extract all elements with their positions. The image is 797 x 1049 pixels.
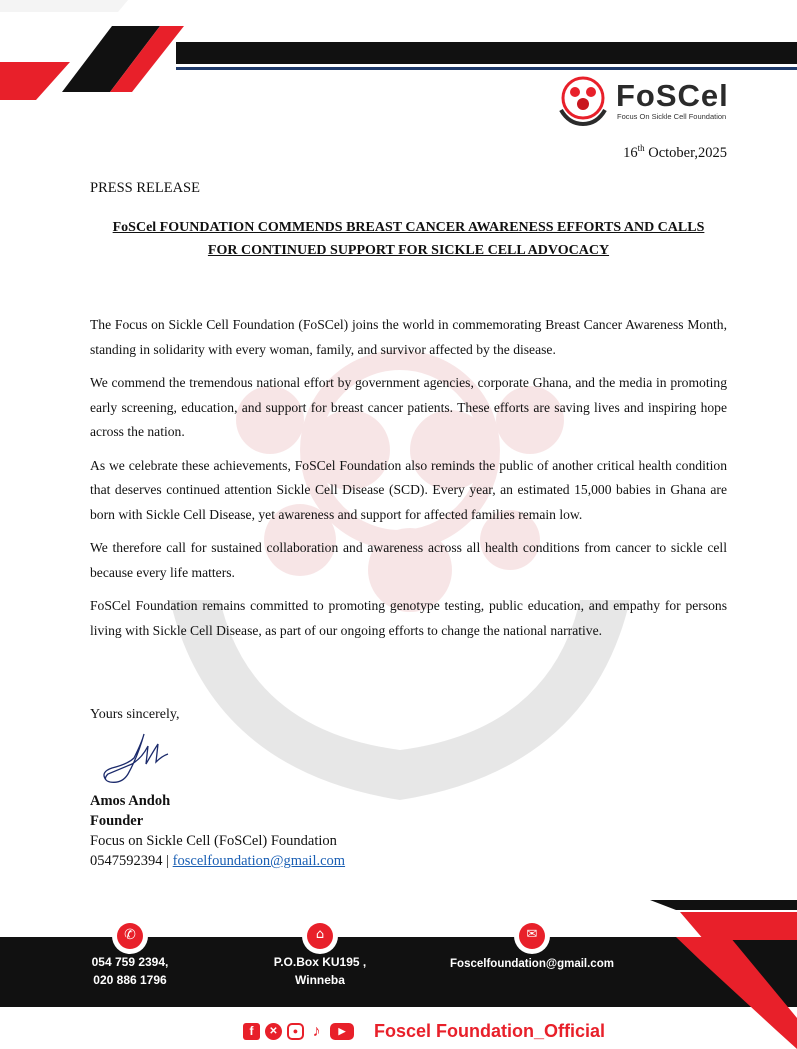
x-icon[interactable]: ✕ [265, 1023, 282, 1040]
headline [90, 216, 727, 262]
brand-name: FoSCel [616, 78, 729, 113]
signature-block [90, 791, 345, 871]
social-handle[interactable]: Foscel Foundation_Official [374, 1021, 606, 1041]
email-icon: ✉ [526, 927, 538, 942]
footer-address: P.O.Box KU195 , Winneba [273, 955, 367, 987]
press-release-label: PRESS RELEASE [90, 180, 200, 196]
facebook-icon[interactable]: f [243, 1023, 260, 1040]
headline-line-1: FoSCel FOUNDATION COMMENDS BREAST CANCER AWARENESS EFFORTS AND CALLS [112, 220, 705, 235]
tiktok-icon[interactable]: ♪ [312, 1023, 321, 1040]
signer-title: Founder [90, 813, 144, 829]
contact-line: 0547592394 | foscelfoundation@gmail.com [90, 853, 346, 869]
paragraph: FoSCel Foundation remains committed to promoting genotype testing, public education, and empathy for persons living with Sickle Cell Disease, as part of our ongoing efforts to change the national narrative. [90, 598, 727, 638]
signer-name: Amos Andoh [90, 793, 171, 809]
headline-line-2: FOR CONTINUED SUPPORT FOR SICKLE CELL ADVOCACY [207, 243, 610, 258]
foscel-logo [555, 74, 611, 126]
signature [98, 728, 178, 788]
phone: 0547592394 [90, 853, 163, 869]
footer-phone: 054 759 2394, 020 886 1796 [91, 955, 169, 987]
instagram-icon[interactable]: ● [287, 1023, 304, 1040]
closing: Yours sincerely, [90, 707, 180, 722]
paragraph: We commend the tremendous national effort by government agencies, corporate Ghana, and the media in promoting early screening, education, and support for breast cancer patients. These efforts are saving lives and inspiring hope across the nation. [90, 375, 727, 439]
youtube-icon[interactable]: ▶ [330, 1023, 354, 1040]
letter-body [90, 313, 727, 652]
organization: Focus on Sickle Cell (FoSCel) Foundation [90, 833, 337, 849]
paragraph: As we celebrate these achievements, FoSCel Foundation also reminds the public of another critical health condition that deserves continued attention Sickle Cell Disease (SCD). Every year, an estimated 15,000 babies in Ghana are born with Sickle Cell Disease, yet awareness and support for affected families remain low. [90, 457, 727, 522]
mailbox-icon: ⌂ [315, 927, 325, 942]
brand-tagline: Focus On Sickle Cell Foundation [617, 112, 727, 121]
paragraph: We therefore call for sustained collaboration and awareness across all health conditions from cancer to sickle cell because every life matters. [90, 540, 727, 580]
email-link[interactable]: foscelfoundation@gmail.com [172, 853, 346, 869]
phone-icon: ✆ [124, 927, 136, 943]
footer-email[interactable]: Foscelfoundation@gmail.com [450, 958, 614, 970]
paragraph: The Focus on Sickle Cell Foundation (FoSCel) joins the world in commemorating Breast Cancer Awareness Month, standing in solidarity with every woman, family, and survivor affected by the disease. [90, 317, 727, 357]
letter-date: 16th October,2025 [623, 143, 727, 161]
